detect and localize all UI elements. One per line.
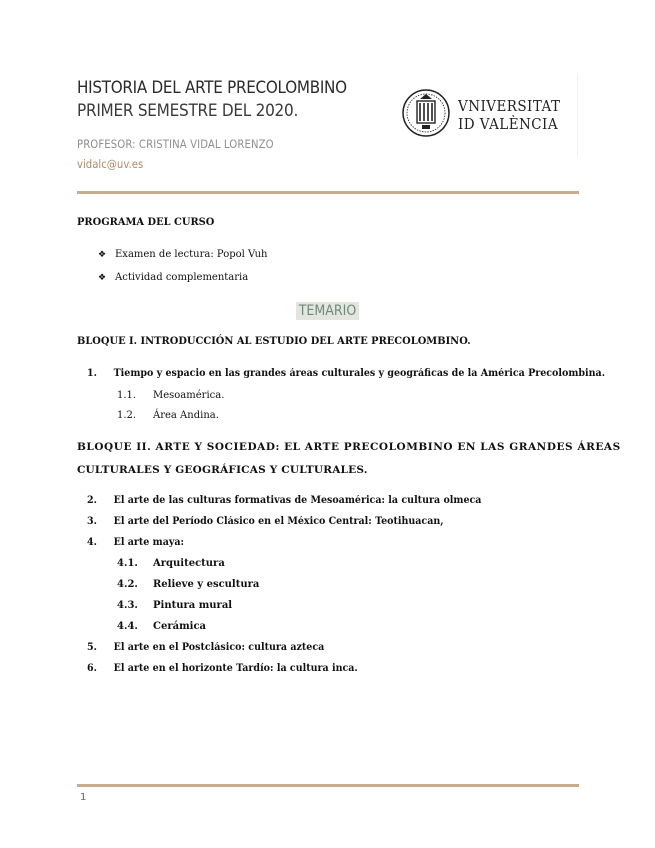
temario-heading: TEMARIO [296, 302, 359, 320]
bloque1-heading: BLOQUE I. INTRODUCCIÓN AL ESTUDIO DEL ARTE PRECOLOMBINO. [77, 335, 471, 347]
list-subitem: 4.2. Relieve y escultura [117, 579, 260, 590]
document-title: HISTORIA DEL ARTE PRECOLOMBINO [77, 78, 347, 97]
logo-line-1: VNIVERSITAT [458, 97, 561, 115]
university-seal-icon [402, 85, 450, 141]
list-item: 3. El arte del Período Clásico en el México Central: Teotihuacan, [87, 516, 444, 527]
list-item: 2. El arte de las culturas formativas de Mesoamérica: la cultura olmeca [87, 495, 482, 506]
professor-email[interactable]: vidalc@uv.es [77, 157, 144, 171]
bloque2-heading-cont: CULTURALES Y GEOGRÁFICAS Y CULTURALES. [77, 464, 368, 476]
university-logo [392, 73, 578, 157]
footer-divider [77, 784, 579, 787]
programa-heading: PROGRAMA DEL CURSO [77, 216, 215, 228]
list-subitem: 4.4. Cerámica [117, 621, 207, 632]
diamond-bullet-icon: ❖ [98, 250, 107, 260]
university-logo-text [458, 97, 560, 133]
diamond-bullet-icon: ❖ [98, 273, 107, 283]
list-subitem: 1.1. Mesoamérica. [117, 390, 225, 401]
programa-bullet: ❖ Actividad complementaria [98, 272, 249, 283]
list-item: 6. El arte en el horizonte Tardío: la cultura inca. [87, 663, 358, 674]
header-divider [77, 191, 579, 194]
list-subitem: 4.3. Pintura mural [117, 600, 233, 611]
list-subitem: 4.1. Arquitectura [117, 558, 225, 569]
list-subitem: 1.2. Área Andina. [117, 410, 219, 421]
list-item: 4. El arte maya: [87, 537, 185, 548]
programa-bullet: ❖ Examen de lectura: Popol Vuh [98, 249, 268, 260]
list-item: 1. Tiempo y espacio en las grandes áreas culturales y geográficas de la América Precolombina. [87, 368, 606, 379]
professor-name: PROFESOR: CRISTINA VIDAL LORENZO [77, 137, 274, 151]
logo-line-2: ID VALÈNCIA [458, 115, 559, 133]
bloque2-heading: BLOQUE II. ARTE Y SOCIEDAD: EL ARTE PRECOLOMBINO EN LAS GRANDES ÁREAS [77, 441, 621, 453]
document-subtitle: PRIMER SEMESTRE DEL 2020. [77, 101, 299, 121]
page-number: 1 [80, 792, 87, 803]
list-item: 5. El arte en el Postclásico: cultura azteca [87, 642, 325, 653]
